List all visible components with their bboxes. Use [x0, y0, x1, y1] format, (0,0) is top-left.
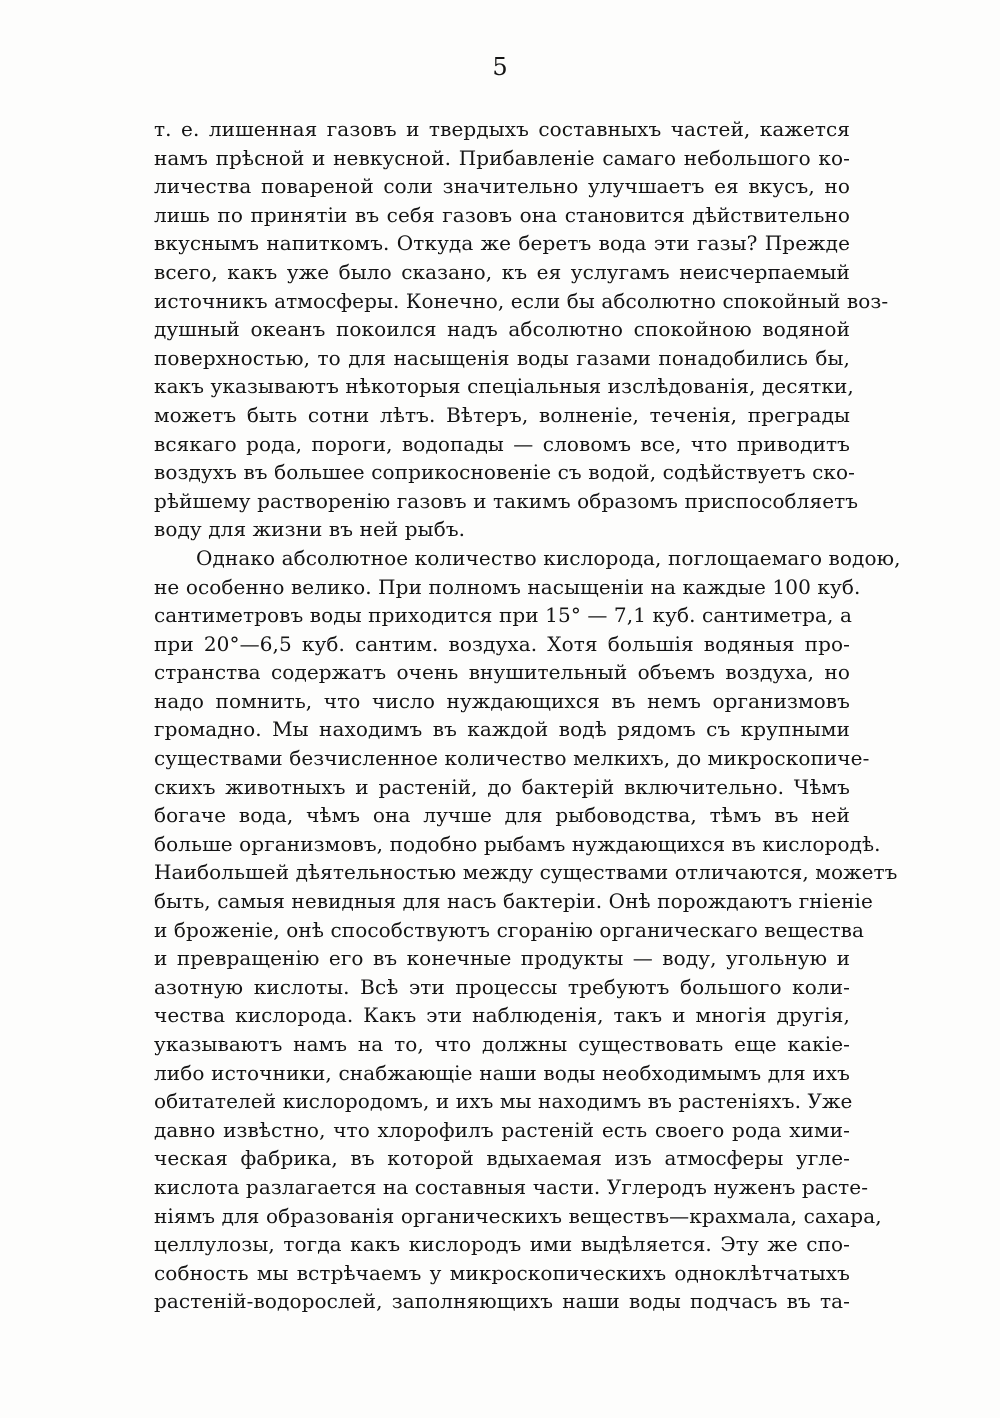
- text-line: личества повареной соли значительно улучшаетъ ея вкусъ, но: [154, 174, 850, 199]
- text-line: надо помнить, что число нуждающихся въ немъ организмовъ: [154, 688, 850, 713]
- text-line: сантиметровъ воды приходится при 15° — 7,1 куб. сантиметра, а: [154, 603, 852, 628]
- text-line: богаче вода, чѣмъ она лучше для рыбоводства, тѣмъ въ ней: [154, 803, 850, 828]
- text-line: воздухъ въ большее соприкосновеніе съ водой, содѣйствуетъ ско-: [154, 460, 856, 485]
- text-line: при 20°—6,5 куб. сантим. воздуха. Хотя большія водяныя про-: [154, 631, 850, 656]
- text-line: указываютъ намъ на то, что должны существовать еще какіе-: [154, 1032, 850, 1056]
- text-line: т. е. лишенная газовъ и твердыхъ составныхъ частей, кажется: [154, 117, 850, 141]
- text-line: всякаго рода, пороги, водопады — словомъ все, что приводитъ: [154, 431, 850, 456]
- text-line: вкуснымъ напиткомъ. Откуда же беретъ вода эти газы? Прежде: [154, 231, 850, 256]
- text-line: не особенно велико. При полномъ насыщеніи на каждые 100 куб.: [154, 574, 861, 599]
- text-line: намъ прѣсной и невкусной. Прибавленіе самаго небольшого ко-: [154, 145, 850, 170]
- text-line: рѣйшему растворенію газовъ и такимъ образомъ приспособляетъ: [154, 488, 859, 513]
- text-line: целлулозы, тогда какъ кислородъ ими выдѣляется. Эту же спо-: [154, 1232, 850, 1257]
- text-line: чества кислорода. Какъ эти наблюденія, такъ и многія другія,: [154, 1003, 850, 1028]
- text-line: Наибольшей дѣятельностью между существами отличаются, можетъ: [154, 860, 898, 885]
- text-line: ніямъ для образованія органическихъ веществъ—крахмала, сахара,: [154, 1203, 882, 1228]
- text-line: собность мы встрѣчаемъ у микроскопическихъ одноклѣтчатыхъ: [154, 1260, 850, 1285]
- text-line: растеній-водорослей, заполняющихъ наши воды подчасъ въ та-: [154, 1289, 850, 1314]
- text-line: больше организмовъ, подобно рыбамъ нуждающихся въ кислородѣ.: [154, 831, 881, 856]
- text-line: лишь по принятіи въ себя газовъ она становится дѣйствительно: [154, 202, 850, 227]
- text-line: обитателей кислородомъ, и ихъ мы находимъ въ растеніяхъ. Уже: [154, 1089, 853, 1114]
- text-line: поверхностью, то для насыщенія воды газами понадобились бы,: [154, 345, 850, 370]
- text-line: странства содержатъ очень внушительный объемъ воздуха, но: [154, 660, 850, 685]
- text-line: скихъ животныхъ и растеній, до бактерій включительно. Чѣмъ: [154, 774, 850, 799]
- text-line: существами безчисленное количество мелкихъ, до микроскопиче-: [154, 746, 870, 771]
- text-line: всего, какъ уже было сказано, къ ея услугамъ неисчерпаемый: [154, 259, 850, 284]
- text-line: быть, самыя невидныя для насъ бактеріи. Онѣ порождаютъ гніеніе: [154, 889, 873, 914]
- paragraph-start-line: Однако абсолютное количество кислорода, поглощаемаго водою,: [196, 545, 901, 570]
- text-line: давно извѣстно, что хлорофилъ растеній есть своего рода хими-: [154, 1117, 850, 1142]
- text-line: и броженіе, онѣ способствуютъ сгоранію органическаго вещества: [154, 917, 865, 942]
- paragraph-end-line: воду для жизни въ ней рыбъ.: [154, 517, 466, 542]
- text-line: азотную кислоты. Всѣ эти процессы требуютъ большого коли-: [154, 974, 850, 999]
- text-line: можетъ быть сотни лѣтъ. Вѣтеръ, волненіе, теченія, преграды: [154, 402, 850, 427]
- text-line: какъ указываютъ нѣкоторыя спеціальныя изслѣдованія, десятки,: [154, 374, 854, 399]
- text-line: душный океанъ покоился надъ абсолютно спокойною водяной: [154, 317, 850, 342]
- body-text: [154, 115, 901, 1316]
- page-number: 5: [492, 53, 508, 81]
- text-line: и превращенію его въ конечные продукты — воду, угольную и: [154, 946, 850, 971]
- text-line: ческая фабрика, въ которой вдыхаемая изъ атмосферы угле-: [154, 1146, 850, 1171]
- text-line: источникъ атмосферы. Конечно, если бы абсолютно спокойный воз-: [154, 288, 889, 313]
- text-line: кислота разлагается на составныя части. Углеродъ нуженъ расте-: [154, 1174, 869, 1199]
- text-line: либо источники, снабжающіе наши воды необходимымъ для ихъ: [154, 1060, 850, 1085]
- text-line: громадно. Мы находимъ въ каждой водѣ рядомъ съ крупными: [154, 717, 850, 742]
